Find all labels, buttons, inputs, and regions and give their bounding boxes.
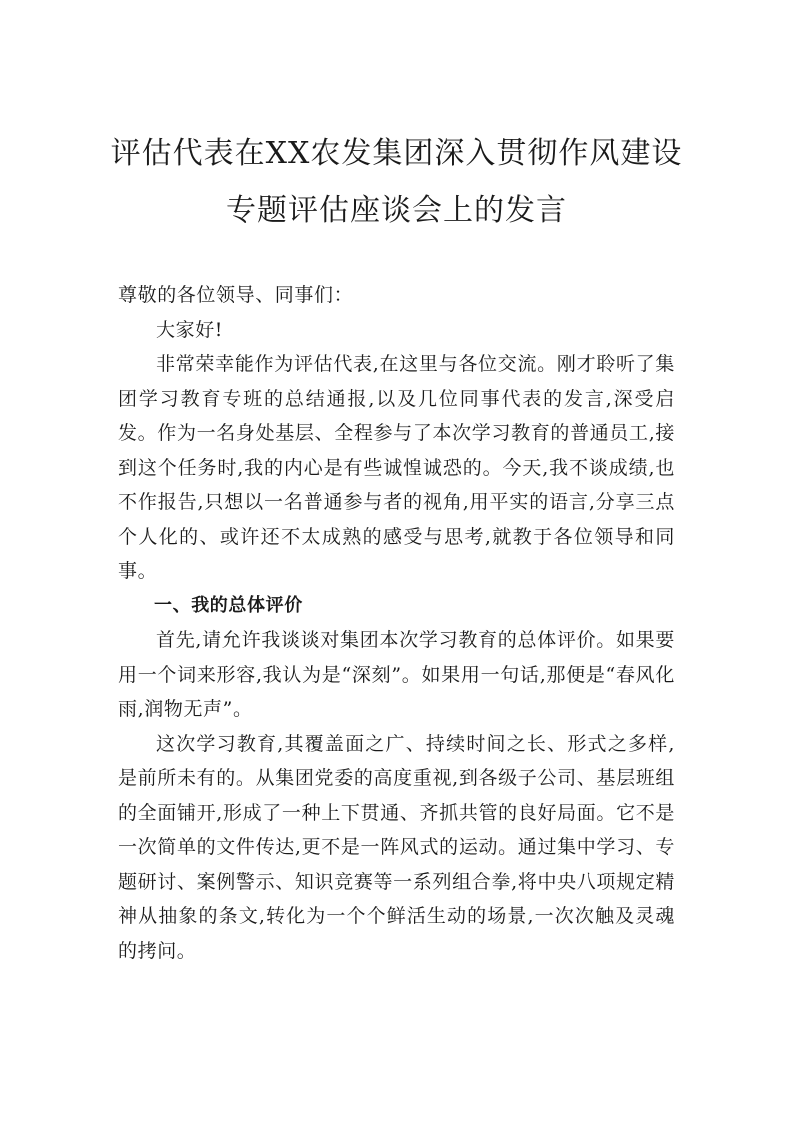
document-title-line-2: 专题评估座谈会上的发言 (226, 193, 567, 228)
greeting: 大家好! (156, 318, 224, 341)
document-title-line-1: 评估代表在XX农发集团深入贯彻作风建设 (110, 136, 683, 171)
salutation: 尊敬的各位领导、同事们： (118, 284, 354, 306)
document-body (118, 278, 675, 968)
paragraph-intro: 非常荣幸能作为评估代表,在这里与各位交流。刚才聆听了集团学习教育专班的总结通报,以及几位同事代表的发言,深受启发。作为一名身处基层、全程参与了本次学习教育的普通员工,接到这个任务时,我的内心是有些诚惶诚恐的。今天,我不谈成绩,也不作报告,只想以一名普通参与者的视角,用平实的语言,分享三点个人化的、或许还不太成熟的感受与思考,就教于各位领导和同事。 (118, 353, 675, 582)
paragraph-overall-evaluation: 首先,请允许我谈谈对集团本次学习教育的总体评价。如果要用一个词来形容,我认为是“深刻”。如果用一句话,那便是“春风化雨,润物无声”。 (118, 629, 675, 720)
section-heading-overall-evaluation: 一、我的总体评价 (154, 594, 303, 616)
paragraph-coverage: 这次学习教育,其覆盖面之广、持续时间之长、形式之多样,是前所未有的。从集团党委的高度重视,到各级子公司、基层班组的全面铺开,形成了一种上下贯通、齐抓共管的良好局面。它不是一次简单的文件传达,更不是一阵风式的运动。通过集中学习、专题研讨、案例警示、知识竞赛等一系列组合拳,将中央八项规定精神从抽象的条文,转化为一个个鲜活生动的场景,一次次触及灵魂的拷问。 (118, 732, 675, 962)
